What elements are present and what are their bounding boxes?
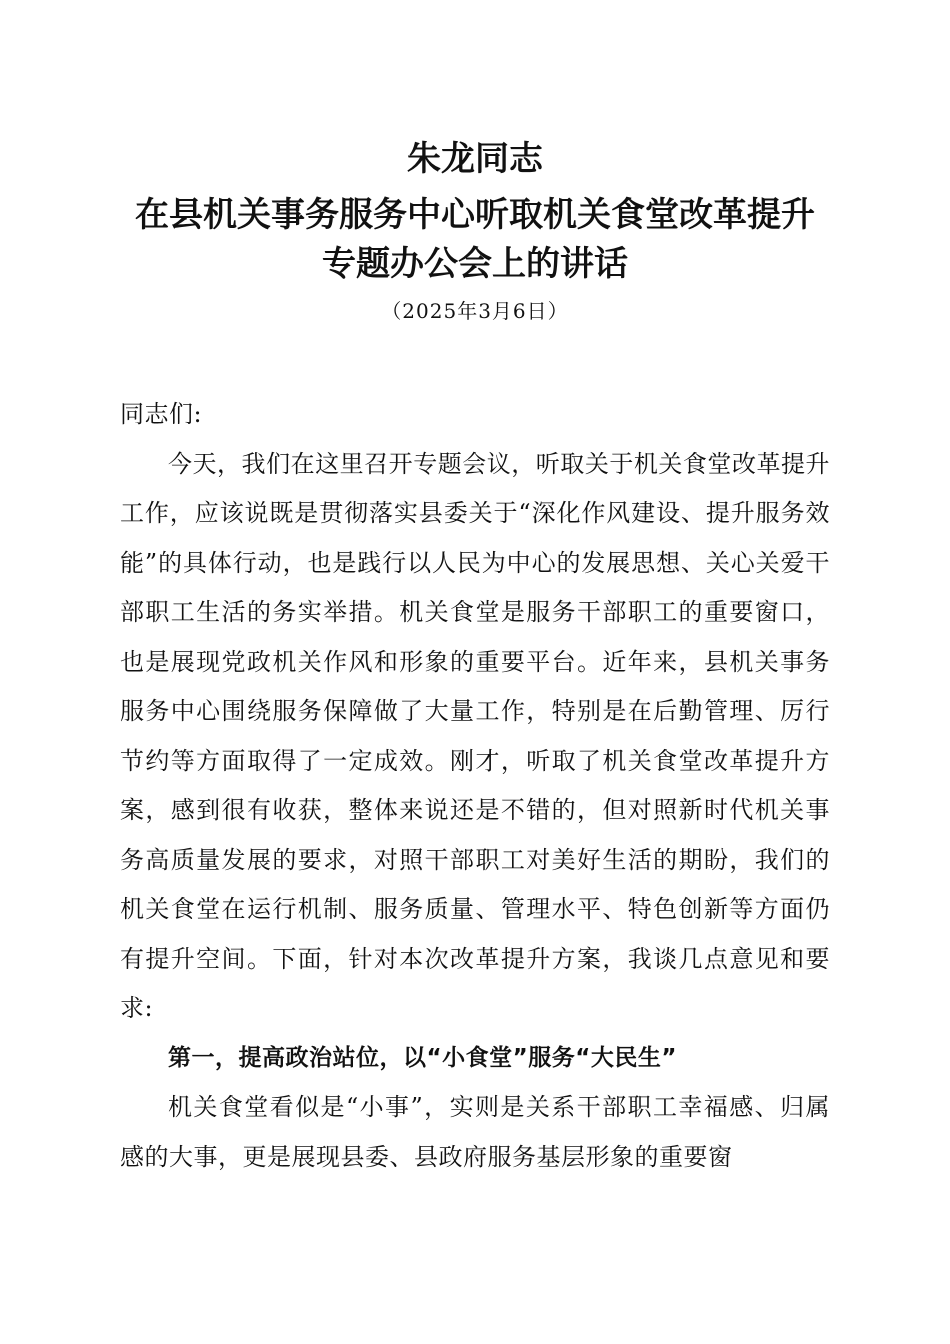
paragraph-intro: 今天，我们在这里召开专题会议，听取关于机关食堂改革提升工作，应该说既是贯彻落实县委关于“深化作风建设、提升服务效能”的具体行动，也是践行以人民为中心的发展思想、关心关爱干部职工生活的务实举措。机关食堂是服务干部职工的重要窗口，也是展现党政机关作风和形象的重要平台。近年来，县机关事务服务中心围绕服务保障做了大量工作，特别是在后勤管理、厉行节约等方面取得了一定成效。刚才，听取了机关食堂改革提升方案，感到很有收获，整体来说还是不错的，但对照新时代机关事务高质量发展的要求，对照干部职工对美好生活的期盼，我们的机关食堂在运行机制、服务质量、管理水平、特色创新等方面仍有提升空间。下面，针对本次改革提升方案，我谈几点意见和要求:	[120, 449, 830, 1022]
paragraph-section-1: 机关食堂看似是“小事”，实则是关系干部职工幸福感、归属感的大事，更是展现县委、县政府服务基层形象的重要窗	[120, 1093, 830, 1171]
title-subject: 专题办公会上的讲话	[322, 244, 628, 284]
title-occasion: 在县机关事务服务中心听取机关食堂改革提升	[135, 195, 815, 235]
section-heading-1: 第一，提高政治站位，以“小食堂”服务“大民生”	[168, 1044, 677, 1071]
speech-body	[120, 390, 830, 1182]
salutation: 同志们:	[120, 400, 203, 428]
title-speaker: 朱龙同志	[407, 139, 543, 179]
speech-date: （2025年3月6日）	[381, 299, 569, 323]
